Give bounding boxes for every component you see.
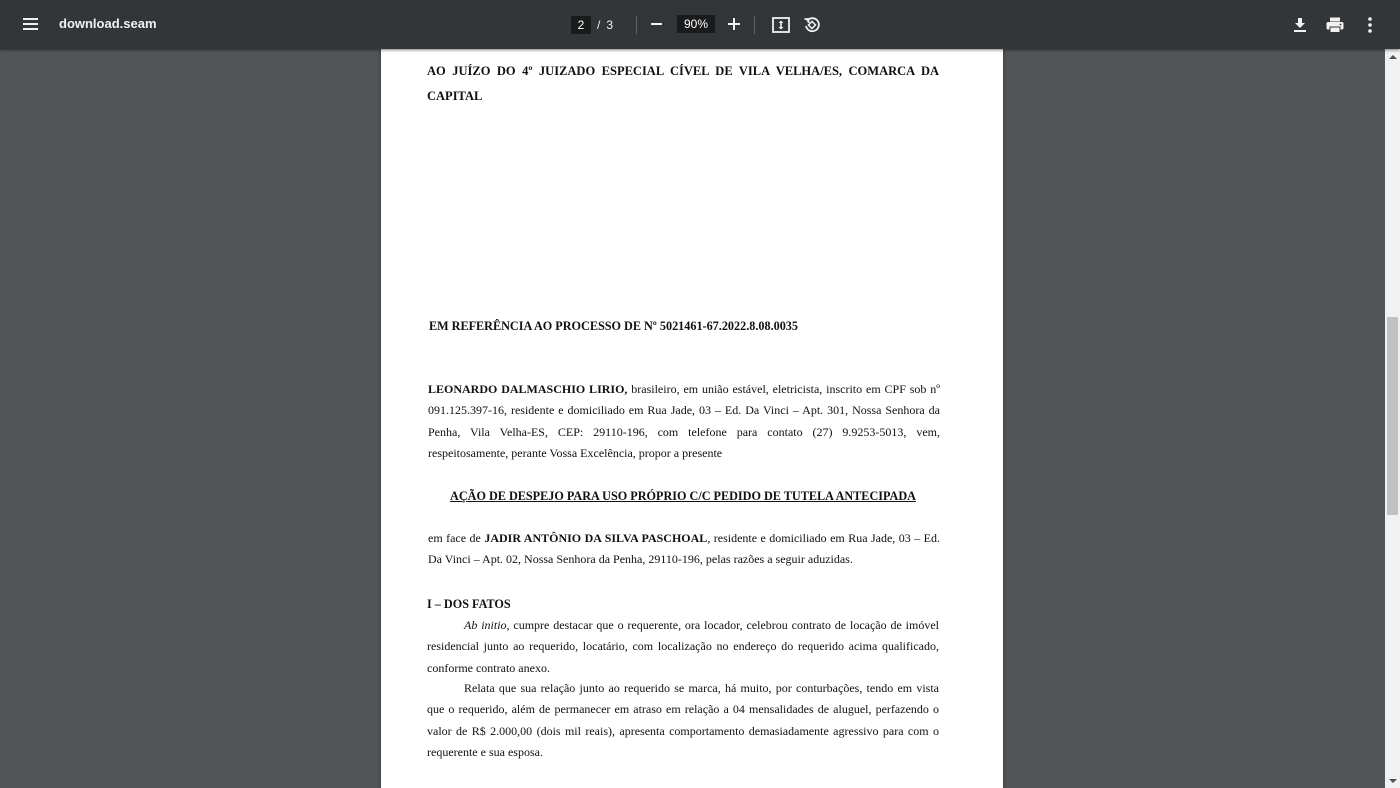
scroll-down-button[interactable] [1385,773,1400,788]
fit-page-button[interactable] [770,14,792,36]
more-options-button[interactable] [1360,14,1380,36]
vertical-scrollbar[interactable] [1385,49,1400,788]
toolbar-divider [636,16,637,34]
page-separator: / [597,18,601,32]
minus-icon [651,23,662,25]
pdf-viewer[interactable] [0,49,1385,788]
defendant-paragraph [428,528,940,571]
rotate-icon [803,16,821,34]
facts-italic-lead: Ab initio, [464,618,510,632]
plus-icon [728,18,740,30]
download-button[interactable] [1289,14,1311,36]
arrow-down-icon [1389,779,1397,783]
action-title: AÇÃO DE DESPEJO PARA USO PRÓPRIO C/C PEDIDO DE TUTELA ANTECIPADA [450,489,916,503]
defendant-prefix: em face de [428,531,485,545]
print-button[interactable] [1324,14,1346,36]
facts-text-1: cumpre destacar que o requerente, ora locador, celebrou contrato de locação de imóvel residencial junto ao requerido, locatário, com localização no endereço do requerido acima qualificado, conforme contrato anexo. [427,618,940,675]
section-title: I – DOS FATOS [427,597,511,611]
toolbar-divider [754,16,755,34]
facts-paragraph-2 [427,678,939,764]
plaintiff-paragraph [428,379,940,465]
facts-text-2: Relata que sua relação junto ao requerido se marca, há muito, por conturbações, tendo em vista que o requerido, além de permanecer em atraso em relação a 04 mensalidades de aluguel, perfazendo o valor de R$ 2.000,00 (dois mil reais), apresenta comportamento demasiadamente agressivo para com o requerente e sua esposa. [427,681,939,760]
arrow-up-icon [1389,55,1397,59]
scroll-up-button[interactable] [1385,49,1400,64]
pdf-page [381,49,1003,788]
zoom-input[interactable] [677,15,715,33]
page-selector [571,15,613,35]
zoom-out-button[interactable] [646,14,666,34]
defendant-name: JADIR ANTÔNIO DA SILVA PASCHOAL [484,531,708,545]
document-title: download.seam [59,16,157,31]
plaintiff-text: brasileiro, em união estável, eletricista, inscrito em CPF sob nº 091.125.397-16, residente e domiciliado em Rua Jade, 03 – Ed. Da Vinci – Apt. 301, Nossa Senhora da Penha, Vila Velha-ES, CEP: 29110-196, com telefone para contato (27) 9.9253-5013, vem, respeitosamente, perante Vossa Excelência, propor a presente [428,382,940,461]
zoom-in-button[interactable] [724,14,744,34]
download-icon [1293,17,1307,33]
more-vert-icon [1368,17,1372,33]
print-icon [1326,17,1344,33]
process-reference: EM REFERÊNCIA AO PROCESSO DE Nº 5021461-67.2022.8.08.0035 [429,319,798,333]
plaintiff-name: LEONARDO DALMASCHIO LIRIO, [428,382,628,396]
court-heading: AO JUÍZO DO 4º JUIZADO ESPECIAL CÍVEL DE VILA VELHA/ES, COMARCA DA CAPITAL [427,64,939,103]
scroll-thumb[interactable] [1387,317,1398,515]
fit-page-icon [772,17,790,33]
pdf-toolbar [0,0,1400,49]
page-number-input[interactable] [571,16,591,34]
rotate-button[interactable] [801,14,823,36]
facts-paragraph-1 [427,615,939,679]
menu-icon[interactable] [16,12,44,36]
page-total: 3 [606,18,614,32]
defendant-text: , residente e domiciliado em Rua Jade, 03 – Ed. Da Vinci – Apt. 02, Nossa Senhora da Penha, 29110-196, pelas razões a seguir aduzidas. [428,531,940,567]
